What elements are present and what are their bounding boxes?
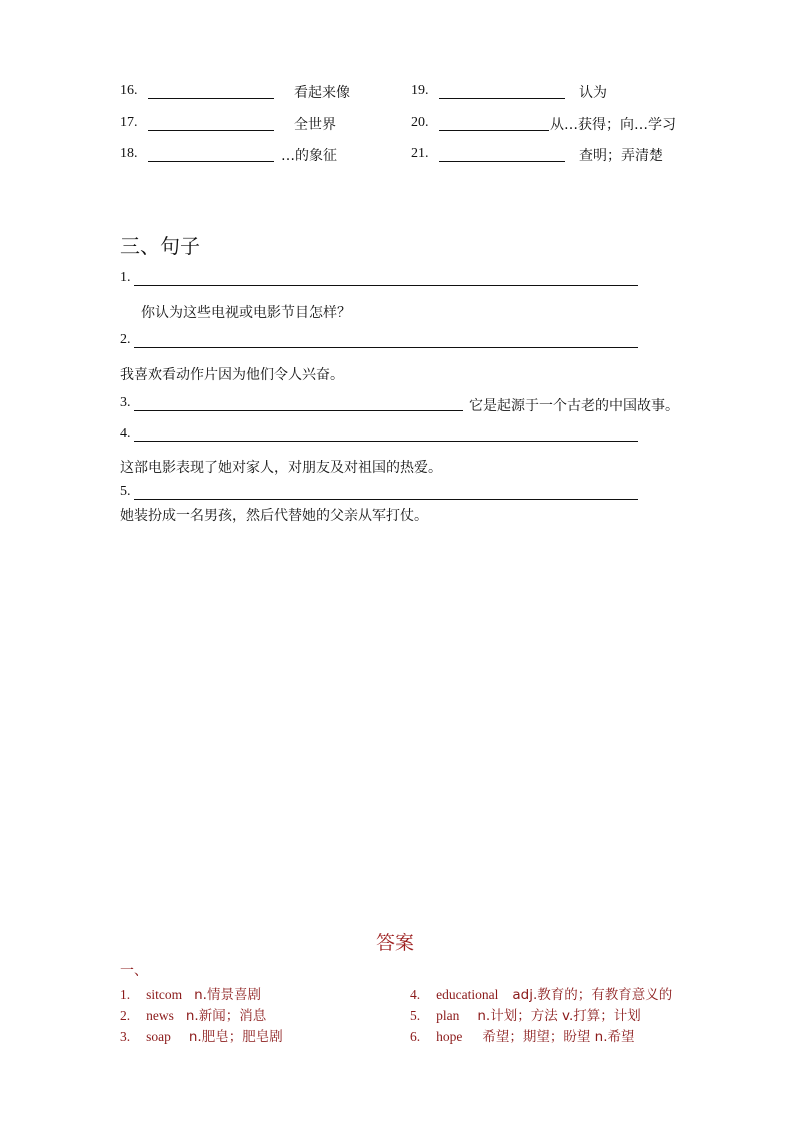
answer-blank[interactable]	[148, 130, 274, 131]
answer-number: 2.	[120, 1008, 131, 1023]
section-heading: 三、句子	[120, 234, 200, 258]
answer-blank[interactable]	[134, 410, 463, 411]
answer-word: plan	[436, 1008, 460, 1023]
answer-blank[interactable]	[134, 347, 638, 348]
answer-item	[120, 1025, 283, 1045]
vocab-number: 16.	[120, 83, 138, 98]
answer-word: sitcom	[146, 987, 183, 1002]
answer-number: 1.	[120, 987, 131, 1002]
sentence-number: 2.	[120, 332, 131, 347]
answer-blank[interactable]	[134, 285, 638, 286]
vocab-meaning: …的象征	[281, 148, 337, 164]
vocab-meaning: 查明；弄清楚	[579, 148, 663, 164]
sentence-number: 1.	[120, 270, 131, 285]
vocab-number: 19.	[411, 83, 429, 98]
sentence-number: 5.	[120, 484, 131, 499]
sentence-number: 3.	[120, 395, 131, 410]
answer-item	[120, 1004, 266, 1024]
answer-number: 6.	[410, 1029, 421, 1044]
answer-number: 3.	[120, 1029, 131, 1044]
sentence-prompt: 你认为这些电视或电影节目怎样？	[141, 305, 351, 321]
sentence-number: 4.	[120, 426, 131, 441]
vocab-meaning: 从…获得；向…学习	[550, 117, 676, 133]
answer-number: 4.	[410, 987, 421, 1002]
vocab-number: 18.	[120, 146, 138, 161]
answer-meaning: adj.教育的；有教育意义的	[512, 987, 673, 1003]
answer-word: news	[146, 1008, 174, 1023]
vocab-number: 20.	[411, 115, 429, 130]
answer-meaning: n.新闻；消息	[185, 1008, 267, 1024]
sentence-prompt: 她装扮成一名男孩，然后代替她的父亲从军打仗。	[120, 508, 428, 524]
answer-number: 5.	[410, 1008, 421, 1023]
answer-item	[120, 983, 261, 1003]
answer-blank[interactable]	[148, 98, 274, 99]
sentence-prompt: 这部电影表现了她对家人，对朋友及对祖国的热爱。	[120, 460, 442, 476]
answer-blank[interactable]	[134, 441, 638, 442]
answer-meaning: n.肥皂；肥皂剧	[188, 1029, 283, 1045]
answer-blank[interactable]	[148, 161, 274, 162]
vocab-number: 17.	[120, 115, 138, 130]
vocab-meaning: 看起来像	[294, 85, 350, 101]
vocab-meaning: 认为	[579, 85, 607, 101]
answer-item	[410, 983, 672, 1003]
answer-meaning: n.计划；方法 v.打算；计划	[477, 1008, 641, 1024]
vocab-meaning: 全世界	[294, 117, 336, 133]
answer-word: soap	[146, 1029, 171, 1044]
answers-title: 答案	[376, 932, 415, 954]
answer-word: educational	[436, 987, 499, 1002]
answer-item	[410, 1004, 641, 1024]
answer-word: hope	[436, 1029, 463, 1044]
answer-blank[interactable]	[439, 98, 565, 99]
answers-section-label: 一、	[120, 963, 148, 979]
vocab-number: 21.	[411, 146, 429, 161]
answer-meaning: n.情景喜剧	[194, 987, 261, 1003]
sentence-prompt: 我喜欢看动作片因为他们令人兴奋。	[120, 367, 344, 383]
answer-meaning: 希望；期望；盼望 n.希望	[482, 1029, 635, 1045]
answer-blank[interactable]	[134, 499, 638, 500]
answer-blank[interactable]	[439, 130, 549, 131]
sentence-prompt: 它是起源于一个古老的中国故事。	[469, 398, 679, 414]
answer-item	[410, 1025, 635, 1045]
answer-blank[interactable]	[439, 161, 565, 162]
